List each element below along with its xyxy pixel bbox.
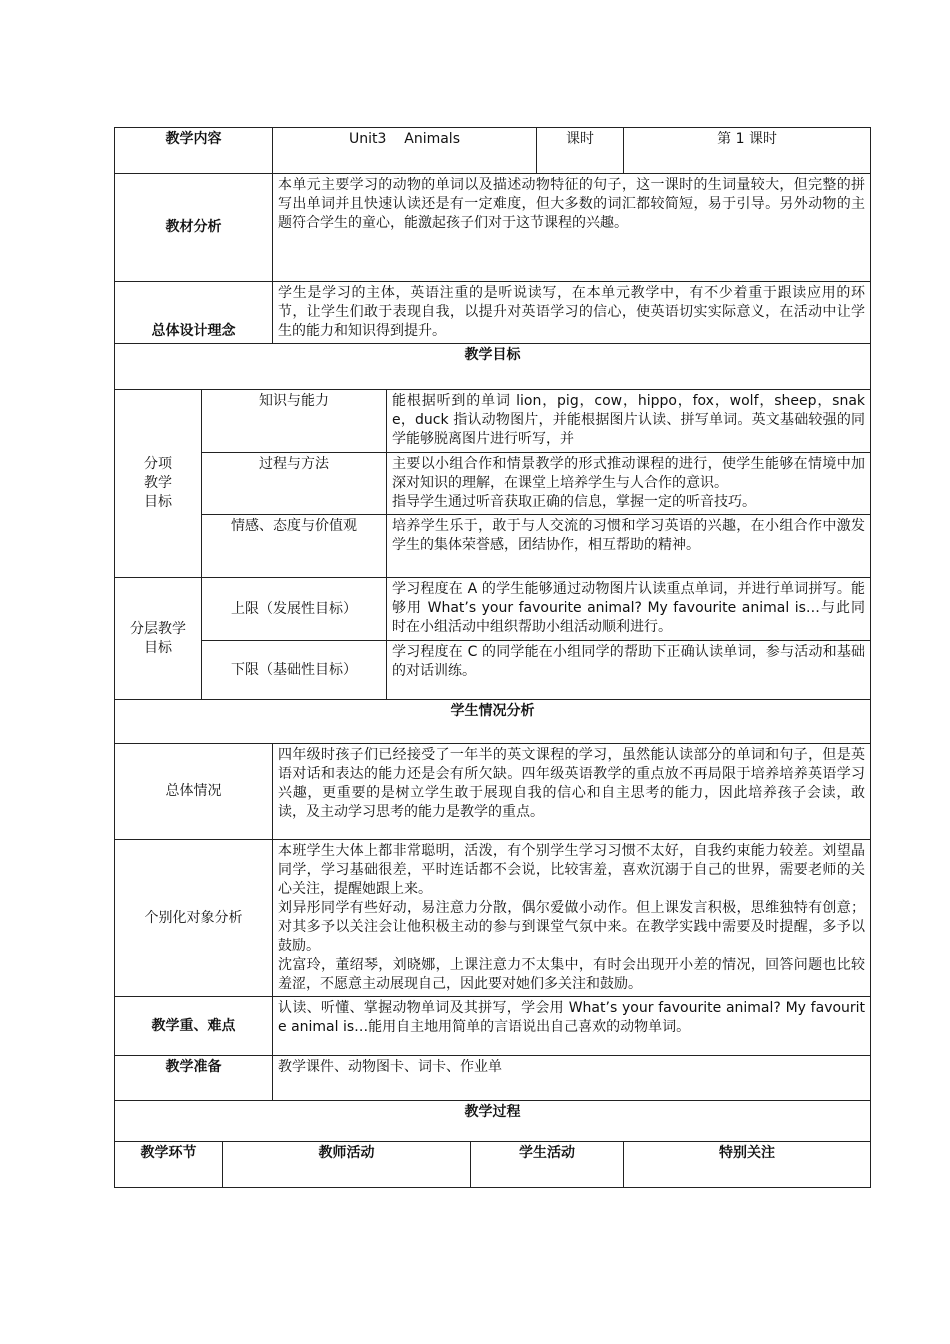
goal-row <box>115 390 871 453</box>
layered-goals-label: 分层教学 目标 <box>115 578 202 700</box>
key-points-row <box>115 997 871 1056</box>
period-value: 第 1 课时 <box>624 128 871 174</box>
goal-text: 主要以小组合作和情景教学的形式推动课程的进行，使学生能够在情境中加深对知识的理解，在课堂上培养学生与人合作的意识。 指导学生通过听音获取正确的信息，掌握一定的听音技巧。 <box>387 453 871 515</box>
goal-label: 情感、态度与价值观 <box>202 515 387 578</box>
design-concept-label: 总体设计理念 <box>115 282 273 344</box>
goal-label: 知识与能力 <box>202 390 387 453</box>
layered-goal-text: 学习程度在 A 的学生能够通过动物图片认读重点单词，并进行单词拼写。能够用 What’s your favourite animal? My favourite animal is…与此同时在小组活动中组织帮助小组活动顺利进行。 <box>387 578 871 641</box>
process-heading-row <box>115 1101 871 1142</box>
overall-label: 总体情况 <box>115 744 273 840</box>
process-heading: 教学过程 <box>115 1101 871 1142</box>
goal-row <box>115 515 871 578</box>
process-col-header: 特别关注 <box>624 1142 871 1188</box>
preparation-row <box>115 1056 871 1101</box>
individual-text: 本班学生大体上都非常聪明，活泼，有个别学生学习习惯不太好，自我约束能力较差。刘望晶同学，学习基础很差，平时连话都不会说，比较害羞，喜欢沉溺于自己的世界，需要老师的关心关注，提醒她跟上来。 刘异彤同学有些好动，易注意力分散，偶尔爱做小动作。但上课发言积极，思维独特有创意；对其多予以关注会让他积极主动的参与到课堂气氛中来。在教学实践中需要及时提醒，多予以鼓励。 沈富玲，董绍琴，刘晓娜，上课注意力不太集中，有时会出现开小差的情况，回答问题也比较羞涩，不愿意主动展现自己，因此要对她们多关注和鼓励。 <box>273 840 871 997</box>
layered-goal-row <box>115 641 871 700</box>
key-points-label: 教学重、难点 <box>115 997 273 1056</box>
process-col-header: 教师活动 <box>223 1142 471 1188</box>
content-label: 教学内容 <box>115 128 273 174</box>
overall-row <box>115 744 871 840</box>
individual-label: 个别化对象分析 <box>115 840 273 997</box>
layered-goal-label: 上限（发展性目标） <box>202 578 387 641</box>
individual-row <box>115 840 871 997</box>
process-col-header: 教学环节 <box>115 1142 223 1188</box>
overall-text: 四年级时孩子们已经接受了一年半的英文课程的学习，虽然能认读部分的单词和句子，但是英语对话和表达的能力还是会有所欠缺。四年级英语教学的重点放不再局限于培养培养英语学习兴趣，更重要的是树立学生敢于展现自我的信心和自主思考的能力，因此培养孩子会读，敢读，及主动学习思考的能力是教学的重点。 <box>273 744 871 840</box>
period-label: 课时 <box>537 128 624 174</box>
material-analysis-label: 教材分析 <box>115 174 273 282</box>
goal-text: 能根据听到的单词 lion，pig，cow，hippo，fox，wolf，sheep，snake，duck 指认动物图片，并能根据图片认读、拼写单词。英文基础较强的同学能够脱离图片进行听写，并 <box>387 390 871 453</box>
key-points-text: 认读、听懂、掌握动物单词及其拼写，学会用 What’s your favourite animal? My favourite animal is…能用自主地用简单的言语说出自己喜欢的动物单词。 <box>273 997 871 1056</box>
header-row <box>115 128 871 174</box>
student-analysis-heading: 学生情况分析 <box>115 700 871 744</box>
material-analysis-text: 本单元主要学习的动物的单词以及描述动物特征的句子，这一课时的生词量较大，但完整的拼写出单词并且快速认读还是有一定难度，但大多数的词汇都较简短，易于引导。另外动物的主题符合学生的童心，能激起孩子们对于这节课程的兴趣。 <box>273 174 871 282</box>
unit-title: Unit3 Animals <box>273 128 537 174</box>
sub-goals-label: 分项 教学 目标 <box>115 390 202 578</box>
process-col-header: 学生活动 <box>471 1142 624 1188</box>
process-columns-row <box>115 1142 871 1188</box>
teaching-goals-heading: 教学目标 <box>115 344 871 390</box>
design-concept-row <box>115 282 871 344</box>
goal-row <box>115 453 871 515</box>
preparation-text: 教学课件、动物图卡、词卡、作业单 <box>273 1056 871 1101</box>
material-analysis-row <box>115 174 871 282</box>
layered-goal-text: 学习程度在 C 的同学能在小组同学的帮助下正确认读单词，参与活动和基础的对话训练。 <box>387 641 871 700</box>
goal-text: 培养学生乐于，敢于与人交流的习惯和学习英语的兴趣，在小组合作中激发学生的集体荣誉感，团结协作，相互帮助的精神。 <box>387 515 871 578</box>
goal-label: 过程与方法 <box>202 453 387 515</box>
student-analysis-heading-row <box>115 700 871 744</box>
layered-goal-label: 下限（基础性目标） <box>202 641 387 700</box>
design-concept-text: 学生是学习的主体，英语注重的是听说读写，在本单元教学中，有不少着重于跟读应用的环节，让学生们敢于表现自我，以提升对英语学习的信心，使英语切实实际意义，在活动中让学生的能力和知识得到提升。 <box>273 282 871 344</box>
teaching-goals-heading-row <box>115 344 871 390</box>
layered-goal-row <box>115 578 871 641</box>
lesson-plan-table <box>114 127 871 1188</box>
preparation-label: 教学准备 <box>115 1056 273 1101</box>
